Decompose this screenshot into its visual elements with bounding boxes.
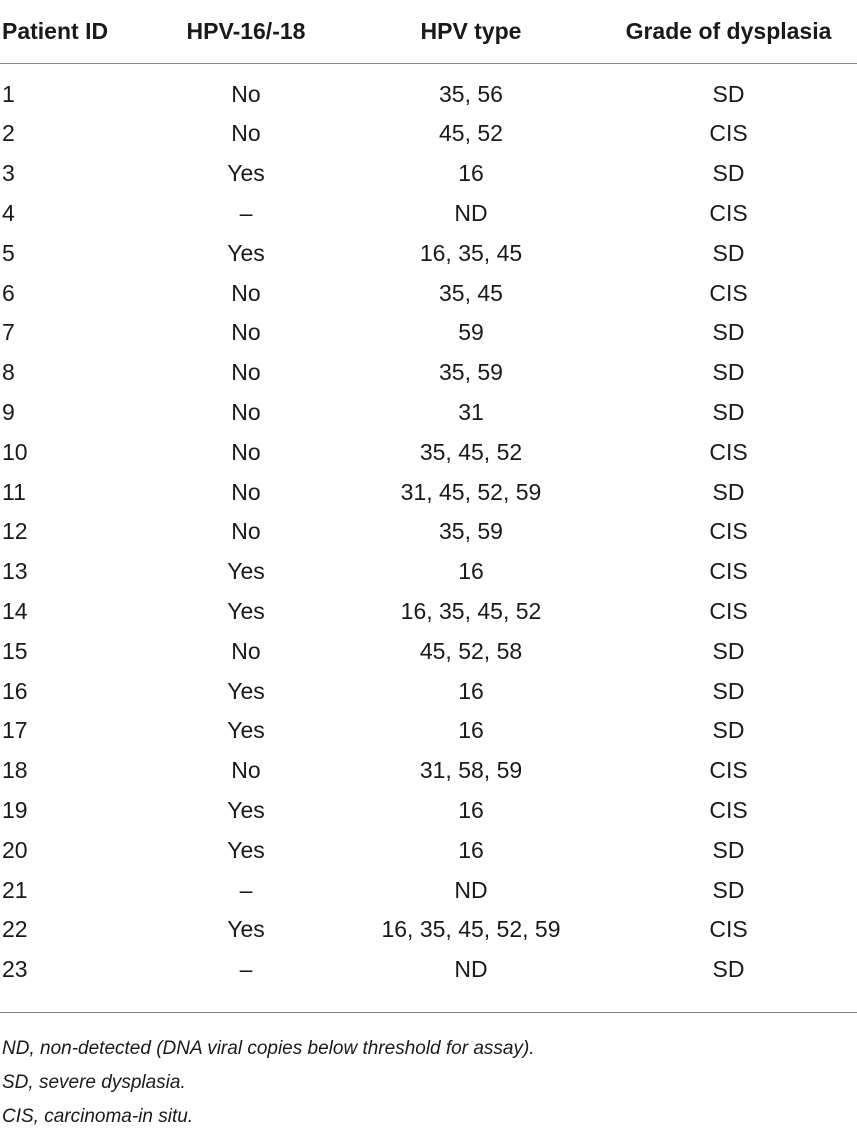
cell-hpv-type: 16, 35, 45, 52 xyxy=(400,597,542,624)
cell-hpv-type: 35, 59 xyxy=(439,359,503,386)
header-hpv-type: HPV type xyxy=(342,0,600,63)
cell-patient-id: 12 xyxy=(2,518,28,545)
table-row xyxy=(0,114,857,154)
cell-grade: CIS xyxy=(709,120,748,147)
cell-patient-id: 6 xyxy=(2,279,15,306)
table-row xyxy=(0,592,857,632)
cell-grade: CIS xyxy=(709,597,748,624)
cell-hpv-16-18: Yes xyxy=(227,916,265,943)
cell-hpv-type: 31, 45, 52, 59 xyxy=(400,478,542,505)
cell-hpv-type: 16, 35, 45, 52, 59 xyxy=(381,916,561,943)
footnote-sd: SD, severe dysplasia. xyxy=(2,1072,186,1093)
footnote-nd: ND, non-detected (DNA viral copies below threshold for assay). xyxy=(2,1038,535,1059)
cell-hpv-type: 16 xyxy=(458,677,484,704)
table-row xyxy=(0,273,857,313)
cell-grade: SD xyxy=(712,876,745,903)
cell-patient-id: 4 xyxy=(2,199,15,226)
table-row xyxy=(0,194,857,234)
cell-grade: SD xyxy=(712,398,745,425)
cell-grade: SD xyxy=(712,637,745,664)
table-row xyxy=(0,393,857,433)
table-row xyxy=(0,910,857,950)
cell-hpv-type: 16 xyxy=(458,160,484,187)
cell-patient-id: 13 xyxy=(2,558,28,585)
cell-hpv-type: ND xyxy=(454,199,488,226)
cell-grade: SD xyxy=(712,239,745,266)
cell-hpv-16-18: No xyxy=(231,120,261,147)
table-row xyxy=(0,830,857,870)
table-row xyxy=(0,353,857,393)
cell-patient-id: 17 xyxy=(2,717,28,744)
cell-hpv-type: 35, 59 xyxy=(439,518,503,545)
cell-hpv-16-18: No xyxy=(231,398,261,425)
table-row xyxy=(0,870,857,910)
cell-hpv-type: 31 xyxy=(458,398,484,425)
cell-patient-id: 21 xyxy=(2,876,28,903)
cell-grade: CIS xyxy=(709,518,748,545)
cell-hpv-16-18: No xyxy=(231,757,261,784)
table-row xyxy=(0,313,857,353)
cell-grade: SD xyxy=(712,359,745,386)
cell-hpv-16-18: No xyxy=(231,81,261,108)
table-row xyxy=(0,791,857,831)
table-row xyxy=(0,154,857,194)
cell-hpv-16-18: No xyxy=(231,279,261,306)
cell-grade: SD xyxy=(712,677,745,704)
cell-hpv-type: ND xyxy=(454,876,488,903)
cell-grade: SD xyxy=(712,319,745,346)
cell-hpv-16-18: No xyxy=(231,438,261,465)
cell-hpv-16-18: No xyxy=(231,478,261,505)
table-row xyxy=(0,512,857,552)
cell-hpv-type: 45, 52 xyxy=(439,120,503,147)
cell-hpv-16-18: Yes xyxy=(227,796,265,823)
table-row xyxy=(0,751,857,791)
cell-hpv-16-18: – xyxy=(239,876,253,903)
cell-hpv-16-18: Yes xyxy=(227,239,265,266)
cell-hpv-type: 16 xyxy=(458,796,484,823)
table-row xyxy=(0,233,857,273)
header-hpv-16-18: HPV-16/-18 xyxy=(150,0,342,63)
table-bottom-rule xyxy=(0,1012,857,1013)
cell-hpv-16-18: – xyxy=(239,199,253,226)
cell-hpv-16-18: Yes xyxy=(227,677,265,704)
cell-hpv-16-18: No xyxy=(231,319,261,346)
cell-hpv-16-18: Yes xyxy=(227,558,265,585)
cell-hpv-16-18: No xyxy=(231,518,261,545)
cell-hpv-type: 16 xyxy=(458,558,484,585)
cell-patient-id: 20 xyxy=(2,836,28,863)
cell-grade: SD xyxy=(712,81,745,108)
footnote-cis: CIS, carcinoma-in situ. xyxy=(2,1106,194,1127)
header-row xyxy=(0,0,857,63)
cell-patient-id: 8 xyxy=(2,359,15,386)
cell-patient-id: 14 xyxy=(2,597,28,624)
table-row xyxy=(0,432,857,472)
cell-hpv-16-18: Yes xyxy=(227,717,265,744)
cell-patient-id: 5 xyxy=(2,239,15,266)
cell-patient-id: 22 xyxy=(2,916,28,943)
cell-hpv-type: 35, 45 xyxy=(439,279,503,306)
cell-hpv-16-18: Yes xyxy=(227,160,265,187)
cell-hpv-16-18: Yes xyxy=(227,597,265,624)
cell-patient-id: 3 xyxy=(2,160,15,187)
cell-patient-id: 16 xyxy=(2,677,28,704)
header-grade-of-dysplasia: Grade of dysplasia xyxy=(600,0,857,63)
cell-patient-id: 19 xyxy=(2,796,28,823)
cell-patient-id: 9 xyxy=(2,398,15,425)
table-row xyxy=(0,631,857,671)
cell-patient-id: 10 xyxy=(2,438,28,465)
cell-grade: CIS xyxy=(709,796,748,823)
cell-grade: CIS xyxy=(709,558,748,585)
table-footnotes xyxy=(2,1032,535,1134)
cell-hpv-type: 35, 45, 52 xyxy=(419,438,523,465)
table-row xyxy=(0,671,857,711)
cell-hpv-type: 16 xyxy=(458,836,484,863)
cell-hpv-16-18: – xyxy=(239,956,253,983)
cell-patient-id: 1 xyxy=(2,81,15,108)
cell-hpv-type: 16, 35, 45 xyxy=(419,239,523,266)
cell-hpv-type: 45, 52, 58 xyxy=(419,637,523,664)
cell-hpv-16-18: No xyxy=(231,359,261,386)
cell-grade: SD xyxy=(712,160,745,187)
cell-patient-id: 23 xyxy=(2,956,28,983)
table-row xyxy=(0,472,857,512)
cell-patient-id: 2 xyxy=(2,120,15,147)
table-row xyxy=(0,63,857,114)
table-row xyxy=(0,711,857,751)
cell-grade: CIS xyxy=(709,916,748,943)
table-row xyxy=(0,552,857,592)
cell-patient-id: 11 xyxy=(2,478,26,505)
cell-hpv-type: 35, 56 xyxy=(439,81,503,108)
cell-hpv-type: 31, 58, 59 xyxy=(419,757,523,784)
cell-patient-id: 18 xyxy=(2,757,28,784)
cell-patient-id: 7 xyxy=(2,319,15,346)
table-body xyxy=(0,63,857,990)
table-header xyxy=(0,0,857,63)
cell-grade: CIS xyxy=(709,757,748,784)
cell-hpv-type: 59 xyxy=(458,319,484,346)
cell-grade: CIS xyxy=(709,199,748,226)
cell-grade: CIS xyxy=(709,438,748,465)
cell-hpv-type: 16 xyxy=(458,717,484,744)
table-row xyxy=(0,950,857,990)
cell-hpv-16-18: No xyxy=(231,637,261,664)
cell-patient-id: 15 xyxy=(2,637,28,664)
cell-grade: SD xyxy=(712,478,745,505)
header-patient-id: Patient ID xyxy=(0,0,150,63)
cell-grade: SD xyxy=(712,836,745,863)
cell-grade: SD xyxy=(712,956,745,983)
cell-grade: CIS xyxy=(709,279,748,306)
cell-hpv-type: ND xyxy=(454,956,488,983)
cell-grade: SD xyxy=(712,717,745,744)
cell-hpv-16-18: Yes xyxy=(227,836,265,863)
